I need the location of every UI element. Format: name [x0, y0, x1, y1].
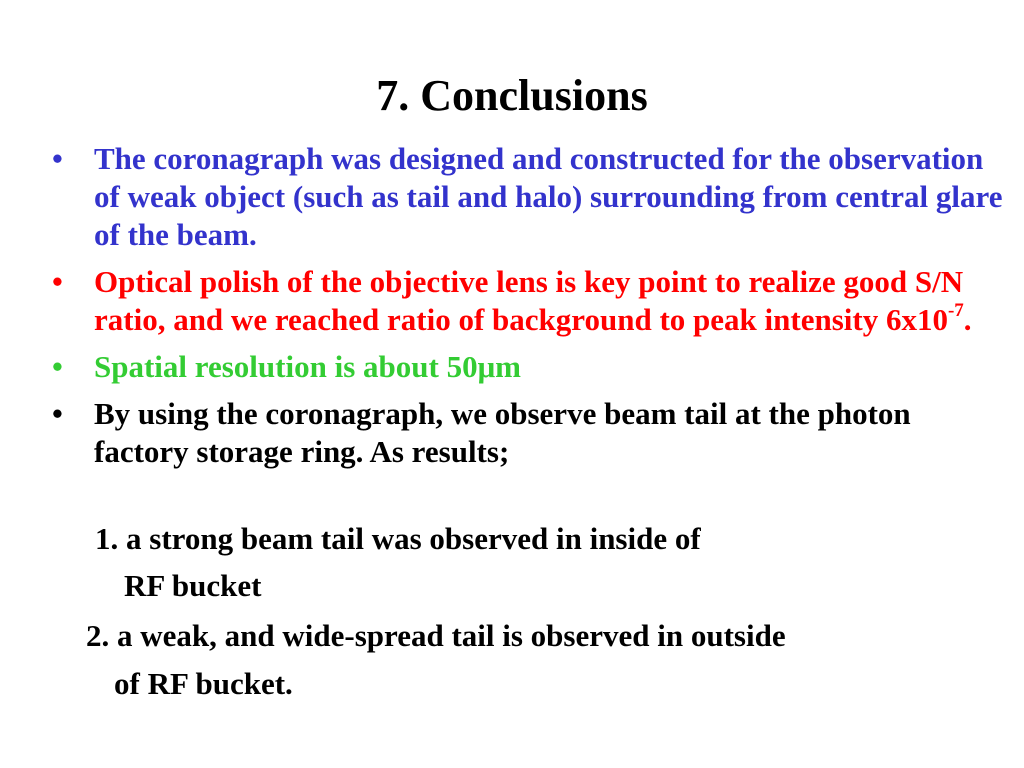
- slide-title: 7. Conclusions: [376, 71, 648, 120]
- result-item-2-line-1: 2. a weak, and wide-spread tail is observed in outside: [86, 618, 786, 653]
- bullet-text: Spatial resolution is about 50μm: [94, 349, 521, 384]
- conclusion-bullet-coronagraph-design: [52, 140, 1012, 254]
- result-item-1-line-2: RF bucket: [124, 568, 262, 603]
- bullet-dot: •: [52, 396, 63, 431]
- conclusion-bullet-optical-polish: [52, 263, 1012, 339]
- bullet-text: Optical polish of the objective lens is key point to realize good S/N ratio, and we reached ratio of background to peak intensity 6x10: [94, 264, 964, 337]
- bullet-text-end: .: [963, 302, 972, 337]
- result-item-2-line-2: of RF bucket.: [114, 666, 293, 701]
- bullet-dot: •: [52, 349, 63, 384]
- conclusion-bullet-beam-tail-observation: [52, 395, 1012, 471]
- bullet-text: The coronagraph was designed and constructed for the observation of weak object (such as tail and halo) surrounding from central glare of the beam.: [94, 141, 1003, 252]
- bullet-dot: •: [52, 141, 63, 176]
- exponent: -7: [947, 299, 964, 321]
- bullet-text: By using the coronagraph, we observe beam tail at the photon factory storage ring. As results;: [94, 396, 911, 469]
- result-item-1-line-1: 1. a strong beam tail was observed in inside of: [95, 521, 701, 556]
- bullet-dot: •: [52, 264, 63, 299]
- conclusion-bullet-spatial-resolution: [52, 348, 1012, 386]
- conclusions-list: [52, 140, 1012, 471]
